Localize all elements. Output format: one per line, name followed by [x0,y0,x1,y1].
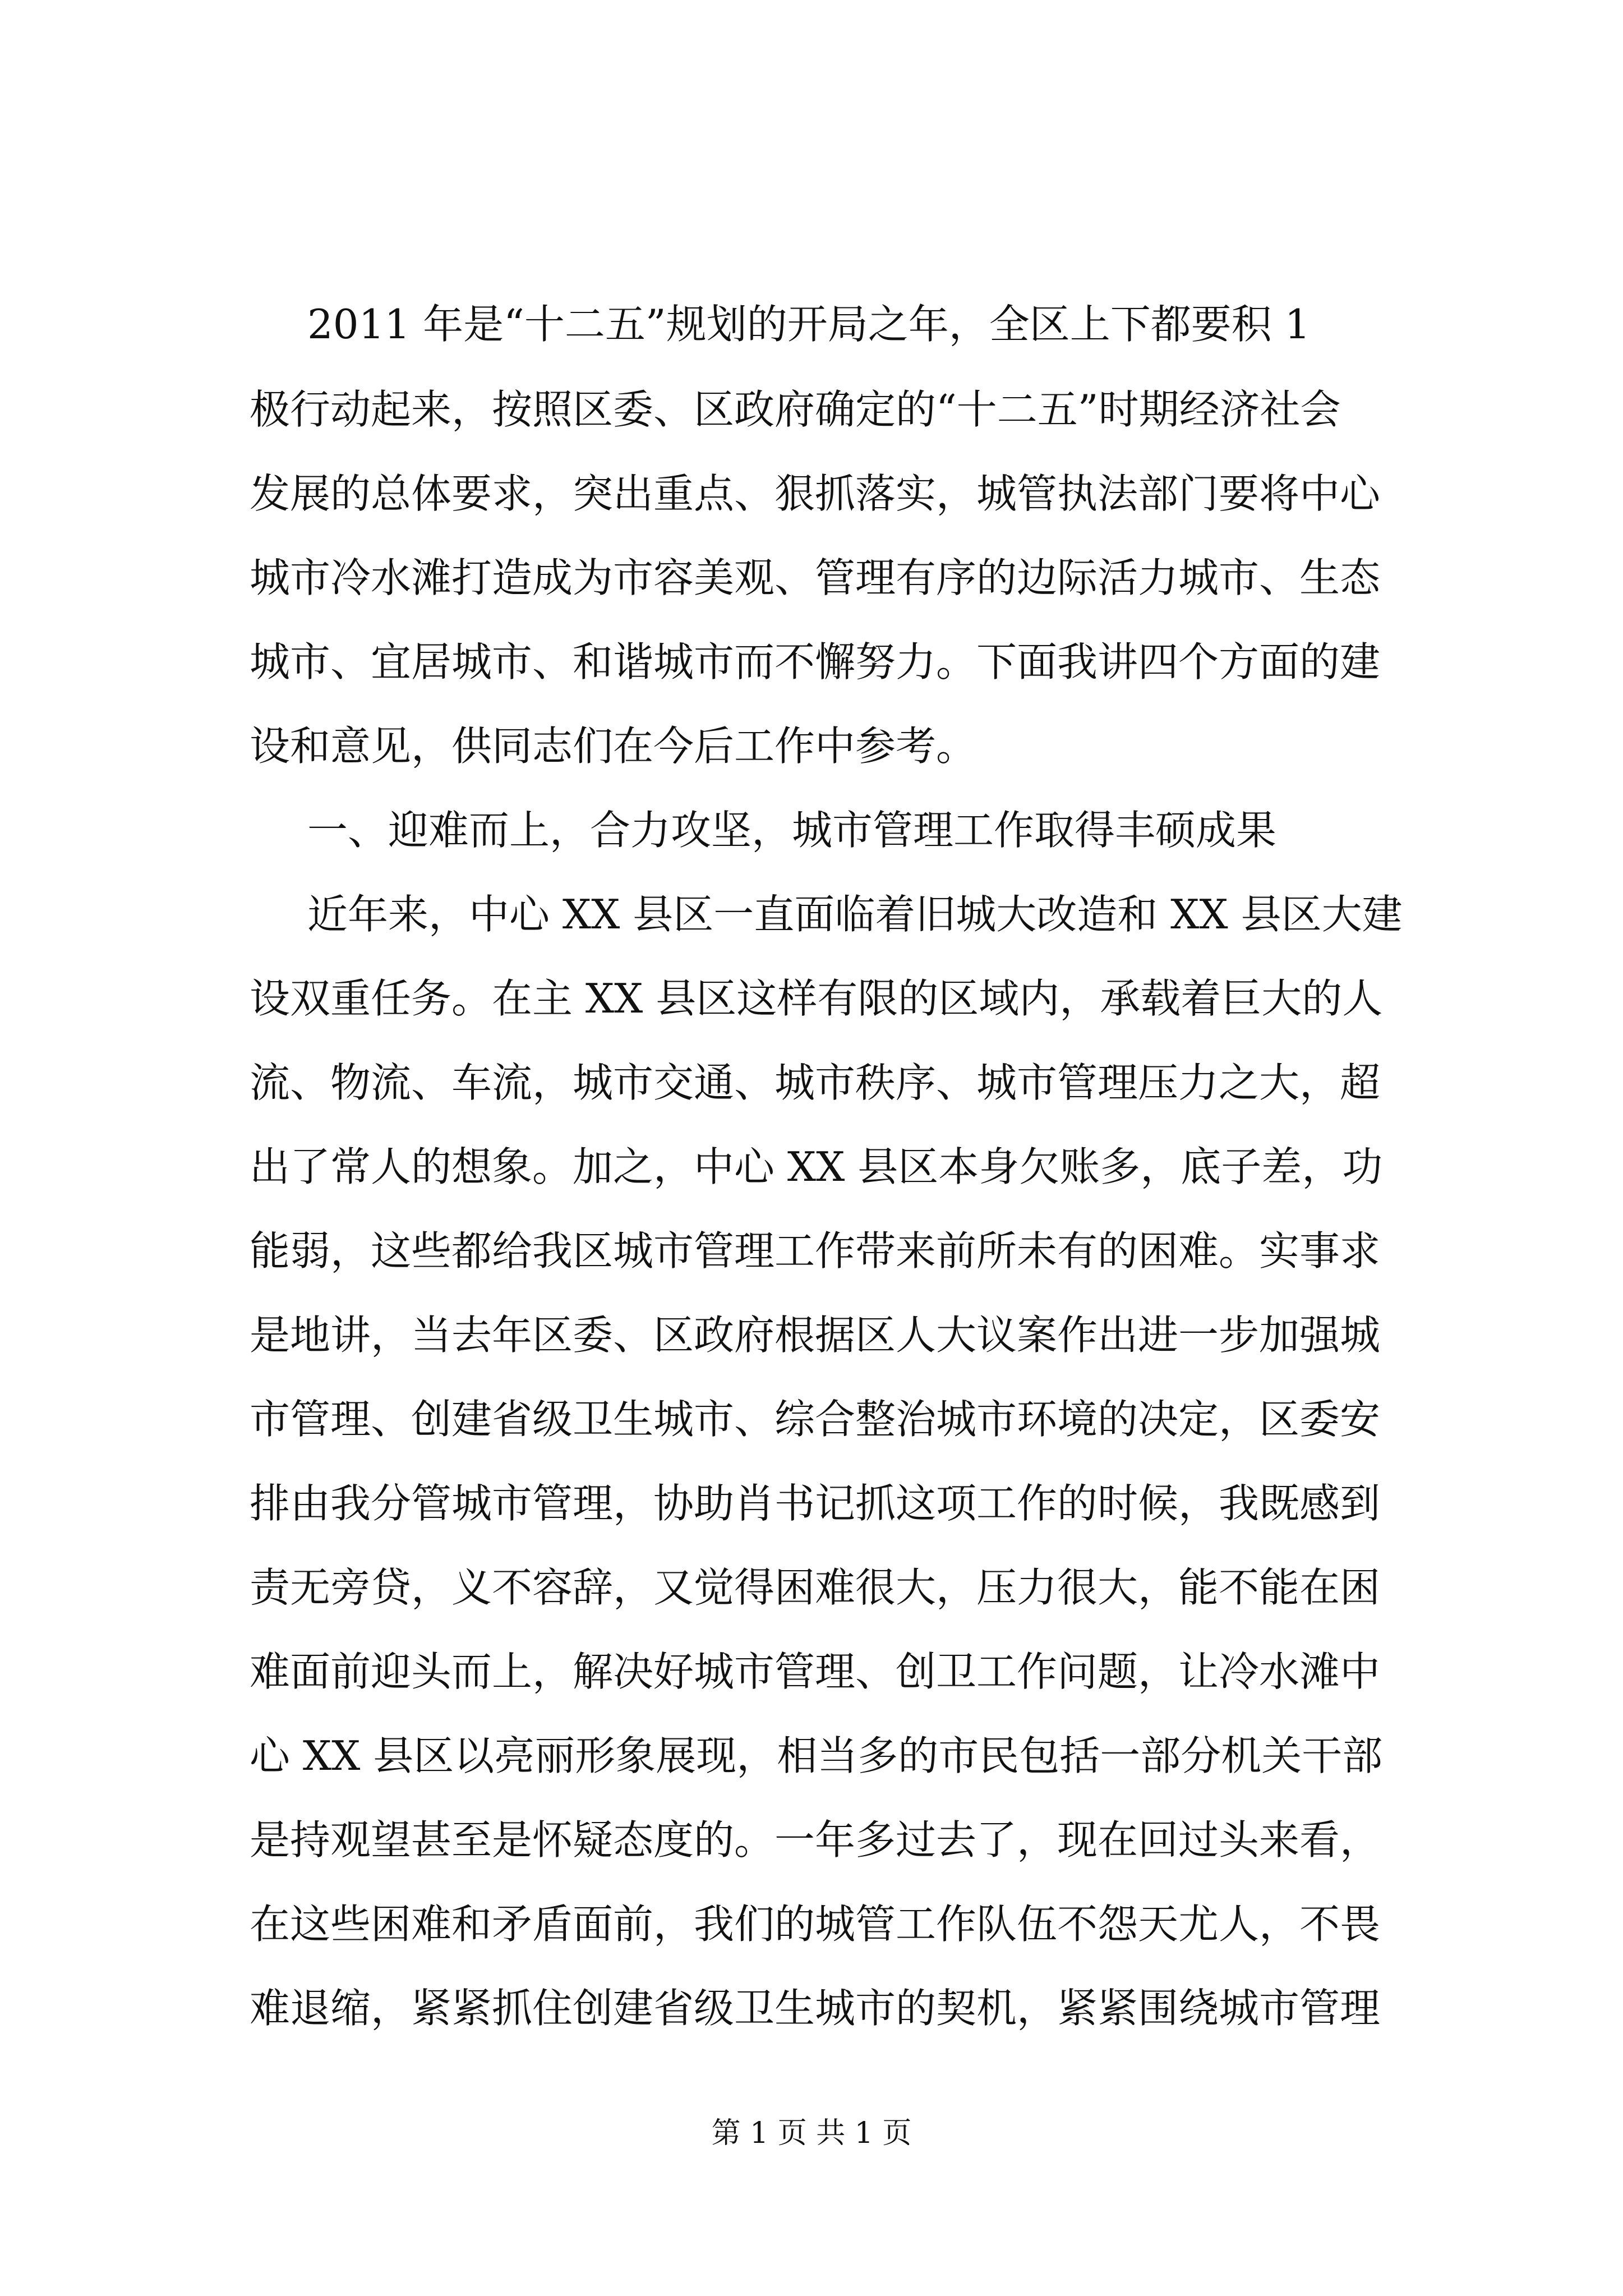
line-20: 在这些困难和矛盾面前，我们的城管工作队伍不怨天尤人，不畏 [250,1901,1381,1948]
line-2: 极行动起来，按照区委、区政府确定的“十二五”时期经济社会 [250,386,1341,433]
line-21: 难退缩，紧紧抓住创建省级卫生城市的契机，紧紧围绕城市管理 [250,1985,1381,2032]
line-3: 发展的总体要求，突出重点、狠抓落实，城管执法部门要将中心 [250,470,1381,517]
line-16: 责无旁贷，义不容辞，又觉得困难很大，压力很大，能不能在困 [250,1564,1381,1611]
line-18: 心 XX 县区以亮丽形象展现，相当多的市民包括一部分机关干部 [250,1732,1383,1779]
line-9: 设双重任务。在主 XX 县区这样有限的区域内，承载着巨大的人 [250,975,1383,1022]
line-4: 城市冷水滩打造成为市容美观、管理有序的边际活力城市、生态 [250,554,1381,601]
line-5: 城市、宜居城市、和谐城市而不懈努力。下面我讲四个方面的建 [250,638,1381,685]
line-17: 难面前迎头而上，解决好城市管理、创卫工作问题，让冷水滩中 [250,1648,1381,1695]
line-14: 市管理、创建省级卫生城市、综合整治城市环境的决定，区委安 [250,1396,1381,1443]
line-10: 流、物流、车流，城市交通、城市秩序、城市管理压力之大，超 [250,1059,1381,1106]
line-1-paragraph-1-start: 2011 年是“十二五”规划的开局之年，全区上下都要积 1 [307,301,1311,348]
section-heading-1: 一、迎难而上，合力攻坚，城市管理工作取得丰硕成果 [307,807,1277,854]
page-number-footer: 第 1 页 共 1 页 [711,2116,912,2150]
line-12: 能弱，这些都给我区城市管理工作带来前所未有的困难。实事求 [250,1227,1381,1274]
line-13: 是地讲，当去年区委、区政府根据区人大议案作出进一步加强城 [250,1312,1381,1359]
line-19: 是持观望甚至是怀疑态度的。一年多过去了，现在回过头来看， [250,1816,1381,1864]
line-8-paragraph-2-start: 近年来，中心 XX 县区一直面临着旧城大改造和 XX 县区大建 [307,891,1403,938]
line-6: 设和意见，供同志们在今后工作中参考。 [250,723,977,770]
line-15: 排由我分管城市管理，协助肖书记抓这项工作的时候，我既感到 [250,1480,1381,1527]
line-11: 出了常人的想象。加之，中心 XX 县区本身欠账多，底子差，功 [250,1143,1383,1190]
